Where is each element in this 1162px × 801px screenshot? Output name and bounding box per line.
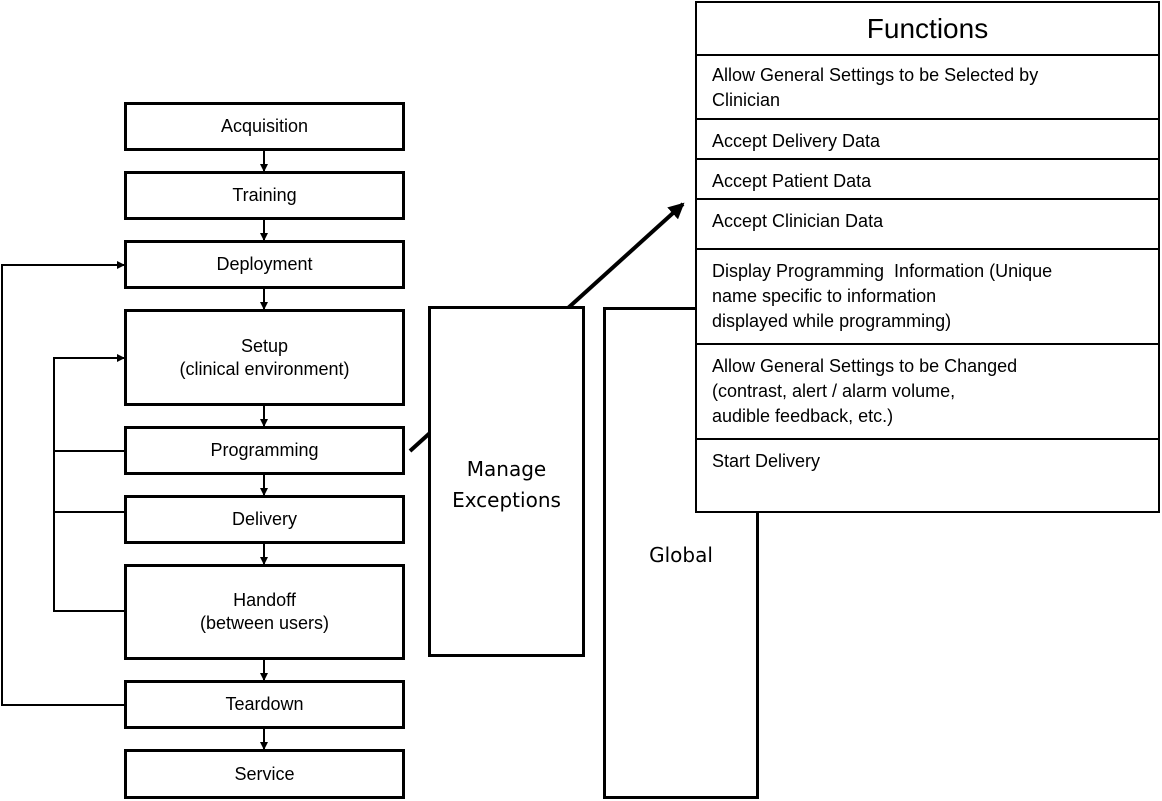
function-line: Clinician (712, 90, 781, 110)
step-label: Service (234, 763, 295, 784)
step-label: Programming (210, 440, 319, 460)
function-line: displayed while programming) (712, 311, 952, 331)
function-item (697, 120, 1158, 160)
step-sublabel: (clinical environment) (179, 358, 350, 379)
step-service (124, 749, 405, 799)
step-label: Setup (240, 335, 289, 356)
function-line: (contrast, alert / alarm volume, (712, 381, 956, 401)
function-line: audible feedback, etc.) (712, 406, 894, 426)
function-item (697, 54, 1158, 120)
function-line: Allow General Settings to be Changed (712, 356, 1018, 376)
step-programming (124, 426, 405, 475)
step-label: Deployment (216, 254, 313, 274)
step-setup (124, 309, 405, 406)
function-line: Allow General Settings to be Selected by (712, 65, 1039, 85)
step-training (124, 171, 405, 220)
function-item (697, 250, 1158, 345)
step-acquisition (124, 102, 405, 151)
function-item (697, 345, 1158, 440)
manage-exceptions-line: Exceptions (452, 488, 561, 512)
step-label: Acquisition (220, 116, 309, 136)
function-line: Accept Clinician Data (712, 211, 884, 231)
loop-to-setup (54, 358, 125, 611)
function-line: name specific to information (712, 286, 937, 306)
manage-exceptions-line: Manage (466, 457, 547, 481)
step-label: Training (232, 185, 297, 205)
function-item (697, 160, 1158, 200)
step-sublabel: (between users) (199, 613, 330, 633)
functions-panel (695, 1, 1160, 513)
global-label: Global (649, 543, 713, 567)
loop-teardown-to-deployment (2, 265, 125, 705)
function-item (697, 200, 1158, 250)
step-handoff (124, 564, 405, 660)
step-label: Teardown (225, 694, 304, 714)
functions-title: Functions (697, 3, 1158, 56)
step-label: Handoff (233, 590, 296, 610)
step-delivery (124, 495, 405, 544)
function-line: Start Delivery (712, 451, 821, 471)
function-line: Accept Delivery Data (712, 131, 881, 151)
feedback-loops (2, 265, 125, 705)
manage-exceptions-block (428, 306, 585, 657)
function-item (697, 440, 1158, 511)
step-deployment (124, 240, 405, 289)
step-teardown (124, 680, 405, 729)
function-line: Display Programming Information (Unique (712, 261, 1053, 281)
step-label: Delivery (231, 509, 297, 529)
function-line: Accept Patient Data (712, 171, 872, 191)
